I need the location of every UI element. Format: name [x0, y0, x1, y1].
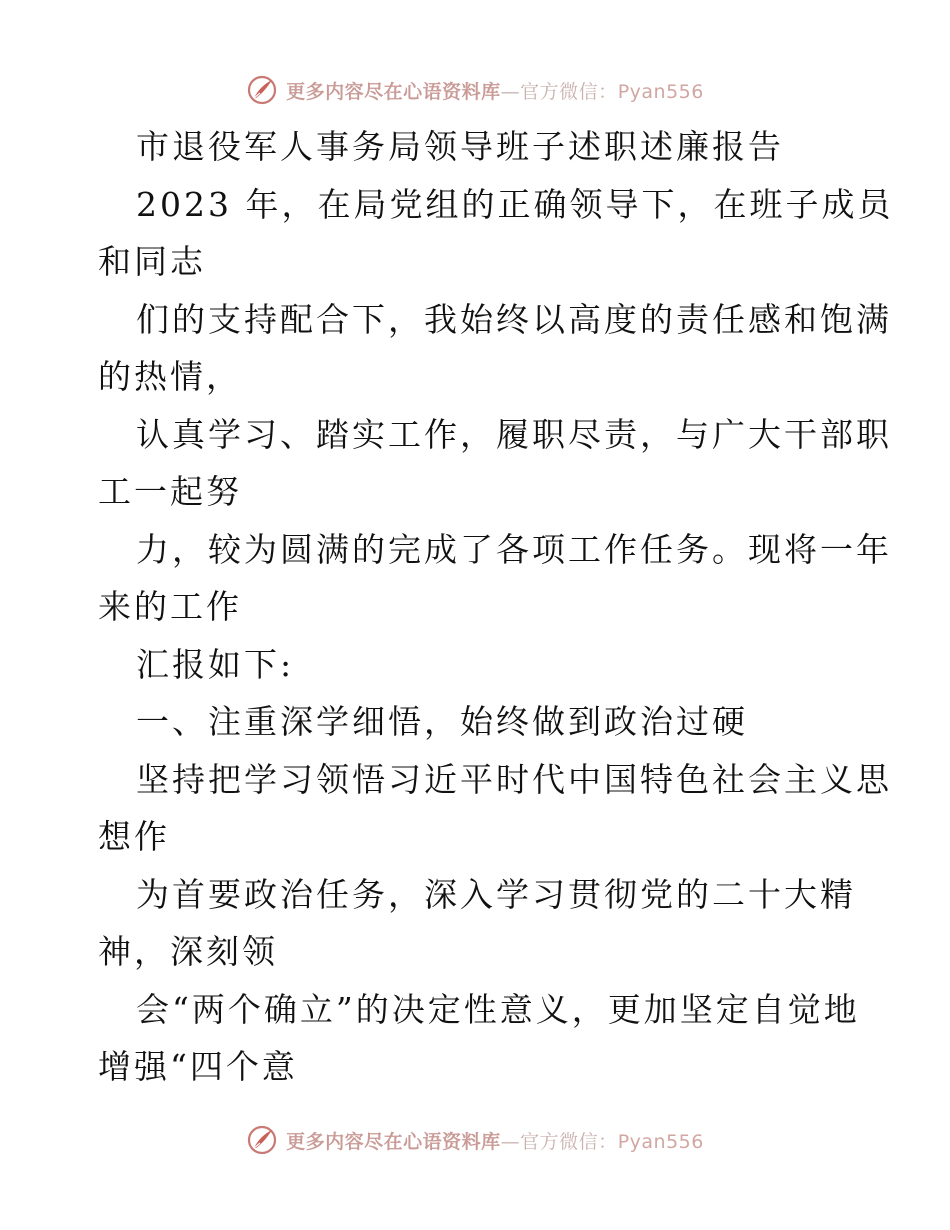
watermark-contact-id: Pyan556 [617, 80, 704, 103]
paragraph-line: 会“两个确立”的决定性意义，更加坚定自觉地 [136, 989, 860, 1029]
paragraph-line: 2023 年，在局党组的正确领导下，在班子成员 [136, 184, 894, 224]
header-watermark [0, 70, 950, 110]
watermark-separator: — [500, 1130, 521, 1153]
watermark-contact-id: Pyan556 [617, 1130, 704, 1153]
paragraph-line: 来的工作 [98, 587, 242, 626]
watermark-contact-label: 官方微信： [520, 80, 618, 103]
paragraph-line: 工一起努 [98, 472, 242, 511]
paragraph-line: 和同志 [98, 242, 206, 281]
watermark-main: 更多内容尽在心语资料库 [286, 80, 501, 103]
document-title: 市退役军人事务局领导班子述职述廉报告 [136, 127, 784, 166]
paragraph-line: 认真学习、踏实工作，履职尽责，与广大干部职 [136, 414, 892, 454]
feather-pen-logo-icon [246, 74, 278, 106]
paragraph-line: 神，深刻领 [98, 932, 278, 971]
paragraph-line: 汇报如下: [136, 644, 295, 684]
footer-watermark [0, 1120, 950, 1160]
paragraph-line: 为首要政治任务，深入学习贯彻党的二十大精 [136, 874, 856, 914]
watermark-separator: — [500, 80, 521, 103]
paragraph-line: 力，较为圆满的完成了各项工作任务。现将一年 [136, 529, 892, 569]
paragraph-line: 增强“四个意 [98, 1047, 298, 1086]
watermark-text [286, 1127, 704, 1154]
watermark-text [286, 77, 704, 104]
paragraph-line: 想作 [98, 817, 170, 856]
watermark-contact-label: 官方微信： [520, 1130, 618, 1153]
paragraph-line: 们的支持配合下，我始终以高度的责任感和饱满 [136, 299, 892, 339]
paragraph-line: 坚持把学习领悟习近平时代中国特色社会主义思 [136, 759, 892, 799]
feather-pen-logo-icon [246, 1124, 278, 1156]
watermark-main: 更多内容尽在心语资料库 [286, 1130, 501, 1153]
section-heading: 一、注重深学细悟，始终做到政治过硬 [136, 702, 748, 741]
paragraph-line: 的热情， [98, 357, 242, 396]
document-body [98, 118, 894, 1096]
